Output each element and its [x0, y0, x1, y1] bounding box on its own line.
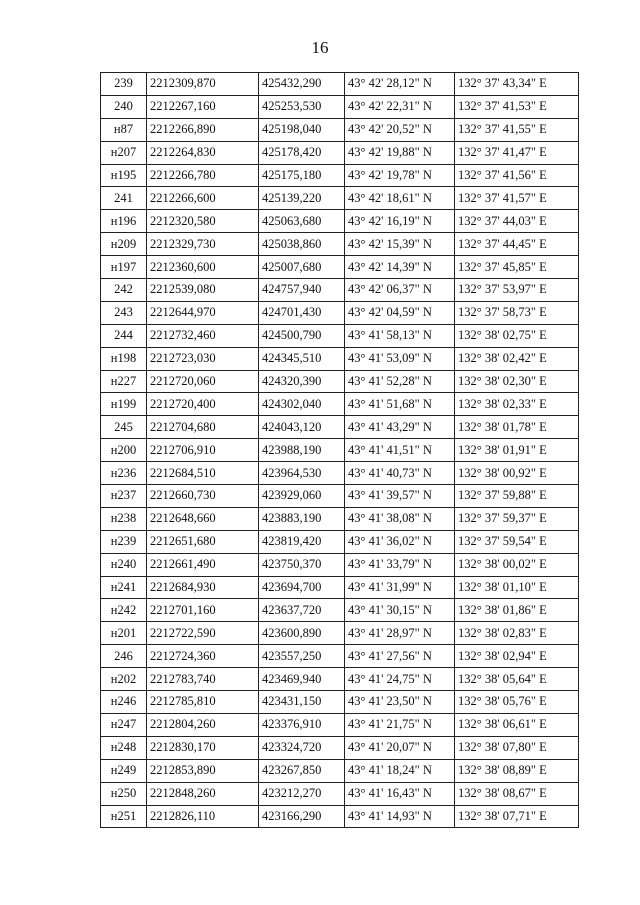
point-number-cell: н209 — [101, 233, 147, 256]
x-coordinate-cell: 2212722,590 — [147, 622, 259, 645]
longitude-cell: 132° 37' 41,55" E — [455, 118, 579, 141]
y-coordinate-cell: 423376,910 — [259, 713, 345, 736]
x-coordinate-cell: 2212706,910 — [147, 439, 259, 462]
table-row — [101, 645, 579, 668]
point-number-cell: н197 — [101, 256, 147, 279]
point-number-cell: н251 — [101, 805, 147, 828]
table-row — [101, 393, 579, 416]
x-coordinate-cell: 2212360,600 — [147, 256, 259, 279]
latitude-cell: 43° 42' 20,52" N — [345, 118, 455, 141]
longitude-cell: 132° 38' 07,80" E — [455, 736, 579, 759]
coordinates-table-body — [101, 73, 579, 828]
point-number-cell: 243 — [101, 301, 147, 324]
coordinates-table — [100, 72, 579, 828]
table-row — [101, 439, 579, 462]
latitude-cell: 43° 41' 30,15" N — [345, 599, 455, 622]
point-number-cell: н87 — [101, 118, 147, 141]
y-coordinate-cell: 423694,700 — [259, 576, 345, 599]
x-coordinate-cell: 2212309,870 — [147, 73, 259, 96]
longitude-cell: 132° 38' 01,86" E — [455, 599, 579, 622]
y-coordinate-cell: 424043,120 — [259, 416, 345, 439]
table-row — [101, 507, 579, 530]
table-row — [101, 553, 579, 576]
x-coordinate-cell: 2212264,830 — [147, 141, 259, 164]
x-coordinate-cell: 2212648,660 — [147, 507, 259, 530]
y-coordinate-cell: 425198,040 — [259, 118, 345, 141]
longitude-cell: 132° 37' 53,97" E — [455, 279, 579, 302]
y-coordinate-cell: 425178,420 — [259, 141, 345, 164]
table-row — [101, 485, 579, 508]
point-number-cell: 244 — [101, 324, 147, 347]
x-coordinate-cell: 2212266,600 — [147, 187, 259, 210]
table-row — [101, 576, 579, 599]
latitude-cell: 43° 41' 39,57" N — [345, 485, 455, 508]
point-number-cell: н199 — [101, 393, 147, 416]
latitude-cell: 43° 41' 24,75" N — [345, 668, 455, 691]
latitude-cell: 43° 41' 16,43" N — [345, 782, 455, 805]
table-row — [101, 530, 579, 553]
table-row — [101, 622, 579, 645]
longitude-cell: 132° 38' 08,67" E — [455, 782, 579, 805]
point-number-cell: н196 — [101, 210, 147, 233]
latitude-cell: 43° 42' 18,61" N — [345, 187, 455, 210]
latitude-cell: 43° 42' 04,59" N — [345, 301, 455, 324]
y-coordinate-cell: 423469,940 — [259, 668, 345, 691]
table-row — [101, 210, 579, 233]
longitude-cell: 132° 37' 59,54" E — [455, 530, 579, 553]
x-coordinate-cell: 2212684,510 — [147, 462, 259, 485]
longitude-cell: 132° 38' 02,94" E — [455, 645, 579, 668]
latitude-cell: 43° 42' 06,37" N — [345, 279, 455, 302]
y-coordinate-cell: 423324,720 — [259, 736, 345, 759]
table-row — [101, 256, 579, 279]
point-number-cell: 240 — [101, 95, 147, 118]
table-row — [101, 736, 579, 759]
y-coordinate-cell: 423883,190 — [259, 507, 345, 530]
table-row — [101, 279, 579, 302]
x-coordinate-cell: 2212704,680 — [147, 416, 259, 439]
latitude-cell: 43° 41' 33,79" N — [345, 553, 455, 576]
point-number-cell: 242 — [101, 279, 147, 302]
table-row — [101, 416, 579, 439]
x-coordinate-cell: 2212848,260 — [147, 782, 259, 805]
latitude-cell: 43° 41' 28,97" N — [345, 622, 455, 645]
x-coordinate-cell: 2212651,680 — [147, 530, 259, 553]
point-number-cell: 239 — [101, 73, 147, 96]
y-coordinate-cell: 423750,370 — [259, 553, 345, 576]
point-number-cell: н238 — [101, 507, 147, 530]
latitude-cell: 43° 42' 28,12" N — [345, 73, 455, 96]
y-coordinate-cell: 425063,680 — [259, 210, 345, 233]
latitude-cell: 43° 41' 31,99" N — [345, 576, 455, 599]
table-row — [101, 187, 579, 210]
y-coordinate-cell: 424320,390 — [259, 370, 345, 393]
table-row — [101, 324, 579, 347]
latitude-cell: 43° 41' 43,29" N — [345, 416, 455, 439]
y-coordinate-cell: 423819,420 — [259, 530, 345, 553]
point-number-cell: н250 — [101, 782, 147, 805]
table-row — [101, 141, 579, 164]
longitude-cell: 132° 38' 02,42" E — [455, 347, 579, 370]
latitude-cell: 43° 41' 21,75" N — [345, 713, 455, 736]
y-coordinate-cell: 423557,250 — [259, 645, 345, 668]
x-coordinate-cell: 2212720,400 — [147, 393, 259, 416]
latitude-cell: 43° 41' 14,93" N — [345, 805, 455, 828]
longitude-cell: 132° 37' 41,47" E — [455, 141, 579, 164]
latitude-cell: 43° 41' 27,56" N — [345, 645, 455, 668]
x-coordinate-cell: 2212853,890 — [147, 759, 259, 782]
point-number-cell: н237 — [101, 485, 147, 508]
y-coordinate-cell: 424345,510 — [259, 347, 345, 370]
point-number-cell: н207 — [101, 141, 147, 164]
y-coordinate-cell: 425007,680 — [259, 256, 345, 279]
table-row — [101, 599, 579, 622]
longitude-cell: 132° 38' 06,61" E — [455, 713, 579, 736]
x-coordinate-cell: 2212804,260 — [147, 713, 259, 736]
point-number-cell: н201 — [101, 622, 147, 645]
y-coordinate-cell: 423988,190 — [259, 439, 345, 462]
point-number-cell: н241 — [101, 576, 147, 599]
x-coordinate-cell: 2212329,730 — [147, 233, 259, 256]
latitude-cell: 43° 41' 36,02" N — [345, 530, 455, 553]
y-coordinate-cell: 423212,270 — [259, 782, 345, 805]
point-number-cell: н202 — [101, 668, 147, 691]
x-coordinate-cell: 2212830,170 — [147, 736, 259, 759]
y-coordinate-cell: 423166,290 — [259, 805, 345, 828]
table-row — [101, 73, 579, 96]
x-coordinate-cell: 2212723,030 — [147, 347, 259, 370]
table-row — [101, 805, 579, 828]
x-coordinate-cell: 2212661,490 — [147, 553, 259, 576]
table-row — [101, 347, 579, 370]
y-coordinate-cell: 423600,890 — [259, 622, 345, 645]
longitude-cell: 132° 37' 59,88" E — [455, 485, 579, 508]
x-coordinate-cell: 2212539,080 — [147, 279, 259, 302]
point-number-cell: н240 — [101, 553, 147, 576]
table-row — [101, 370, 579, 393]
y-coordinate-cell: 423267,850 — [259, 759, 345, 782]
longitude-cell: 132° 38' 05,76" E — [455, 691, 579, 714]
table-row — [101, 668, 579, 691]
y-coordinate-cell: 424701,430 — [259, 301, 345, 324]
point-number-cell: н200 — [101, 439, 147, 462]
latitude-cell: 43° 42' 15,39" N — [345, 233, 455, 256]
longitude-cell: 132° 38' 00,02" E — [455, 553, 579, 576]
y-coordinate-cell: 423637,720 — [259, 599, 345, 622]
longitude-cell: 132° 37' 44,45" E — [455, 233, 579, 256]
y-coordinate-cell: 425175,180 — [259, 164, 345, 187]
longitude-cell: 132° 38' 02,75" E — [455, 324, 579, 347]
latitude-cell: 43° 41' 52,28" N — [345, 370, 455, 393]
latitude-cell: 43° 41' 51,68" N — [345, 393, 455, 416]
table-row — [101, 233, 579, 256]
point-number-cell: н242 — [101, 599, 147, 622]
longitude-cell: 132° 37' 41,53" E — [455, 95, 579, 118]
point-number-cell: н249 — [101, 759, 147, 782]
point-number-cell: н247 — [101, 713, 147, 736]
x-coordinate-cell: 2212267,160 — [147, 95, 259, 118]
y-coordinate-cell: 423929,060 — [259, 485, 345, 508]
x-coordinate-cell: 2212660,730 — [147, 485, 259, 508]
latitude-cell: 43° 42' 14,39" N — [345, 256, 455, 279]
longitude-cell: 132° 38' 01,78" E — [455, 416, 579, 439]
point-number-cell: 246 — [101, 645, 147, 668]
y-coordinate-cell: 425038,860 — [259, 233, 345, 256]
longitude-cell: 132° 37' 45,85" E — [455, 256, 579, 279]
point-number-cell: 245 — [101, 416, 147, 439]
latitude-cell: 43° 41' 20,07" N — [345, 736, 455, 759]
latitude-cell: 43° 41' 53,09" N — [345, 347, 455, 370]
x-coordinate-cell: 2212826,110 — [147, 805, 259, 828]
table-row — [101, 301, 579, 324]
longitude-cell: 132° 38' 08,89" E — [455, 759, 579, 782]
table-row — [101, 759, 579, 782]
y-coordinate-cell: 423431,150 — [259, 691, 345, 714]
longitude-cell: 132° 37' 44,03" E — [455, 210, 579, 233]
point-number-cell: н227 — [101, 370, 147, 393]
table-row — [101, 164, 579, 187]
latitude-cell: 43° 42' 22,31" N — [345, 95, 455, 118]
point-number-cell: н239 — [101, 530, 147, 553]
point-number-cell: н248 — [101, 736, 147, 759]
table-row — [101, 118, 579, 141]
longitude-cell: 132° 38' 02,30" E — [455, 370, 579, 393]
y-coordinate-cell: 423964,530 — [259, 462, 345, 485]
y-coordinate-cell: 424500,790 — [259, 324, 345, 347]
x-coordinate-cell: 2212785,810 — [147, 691, 259, 714]
x-coordinate-cell: 2212644,970 — [147, 301, 259, 324]
longitude-cell: 132° 37' 59,37" E — [455, 507, 579, 530]
longitude-cell: 132° 38' 05,64" E — [455, 668, 579, 691]
x-coordinate-cell: 2212724,360 — [147, 645, 259, 668]
x-coordinate-cell: 2212320,580 — [147, 210, 259, 233]
longitude-cell: 132° 38' 02,83" E — [455, 622, 579, 645]
y-coordinate-cell: 425253,530 — [259, 95, 345, 118]
table-row — [101, 462, 579, 485]
longitude-cell: 132° 37' 41,56" E — [455, 164, 579, 187]
x-coordinate-cell: 2212701,160 — [147, 599, 259, 622]
y-coordinate-cell: 425432,290 — [259, 73, 345, 96]
table-row — [101, 95, 579, 118]
point-number-cell: 241 — [101, 187, 147, 210]
longitude-cell: 132° 38' 00,92" E — [455, 462, 579, 485]
longitude-cell: 132° 37' 41,57" E — [455, 187, 579, 210]
longitude-cell: 132° 37' 43,34" E — [455, 73, 579, 96]
y-coordinate-cell: 425139,220 — [259, 187, 345, 210]
latitude-cell: 43° 41' 23,50" N — [345, 691, 455, 714]
point-number-cell: н246 — [101, 691, 147, 714]
latitude-cell: 43° 42' 16,19" N — [345, 210, 455, 233]
x-coordinate-cell: 2212684,930 — [147, 576, 259, 599]
latitude-cell: 43° 41' 38,08" N — [345, 507, 455, 530]
table-row — [101, 713, 579, 736]
latitude-cell: 43° 41' 18,24" N — [345, 759, 455, 782]
x-coordinate-cell: 2212720,060 — [147, 370, 259, 393]
page-number: 16 — [311, 38, 329, 57]
latitude-cell: 43° 41' 58,13" N — [345, 324, 455, 347]
longitude-cell: 132° 38' 01,10" E — [455, 576, 579, 599]
x-coordinate-cell: 2212783,740 — [147, 668, 259, 691]
table-row — [101, 782, 579, 805]
point-number-cell: н195 — [101, 164, 147, 187]
longitude-cell: 132° 37' 58,73" E — [455, 301, 579, 324]
table-row — [101, 691, 579, 714]
y-coordinate-cell: 424757,940 — [259, 279, 345, 302]
point-number-cell: н198 — [101, 347, 147, 370]
longitude-cell: 132° 38' 02,33" E — [455, 393, 579, 416]
longitude-cell: 132° 38' 07,71" E — [455, 805, 579, 828]
longitude-cell: 132° 38' 01,91" E — [455, 439, 579, 462]
y-coordinate-cell: 424302,040 — [259, 393, 345, 416]
x-coordinate-cell: 2212266,890 — [147, 118, 259, 141]
point-number-cell: н236 — [101, 462, 147, 485]
x-coordinate-cell: 2212266,780 — [147, 164, 259, 187]
latitude-cell: 43° 41' 41,51" N — [345, 439, 455, 462]
latitude-cell: 43° 41' 40,73" N — [345, 462, 455, 485]
x-coordinate-cell: 2212732,460 — [147, 324, 259, 347]
latitude-cell: 43° 42' 19,78" N — [345, 164, 455, 187]
latitude-cell: 43° 42' 19,88" N — [345, 141, 455, 164]
